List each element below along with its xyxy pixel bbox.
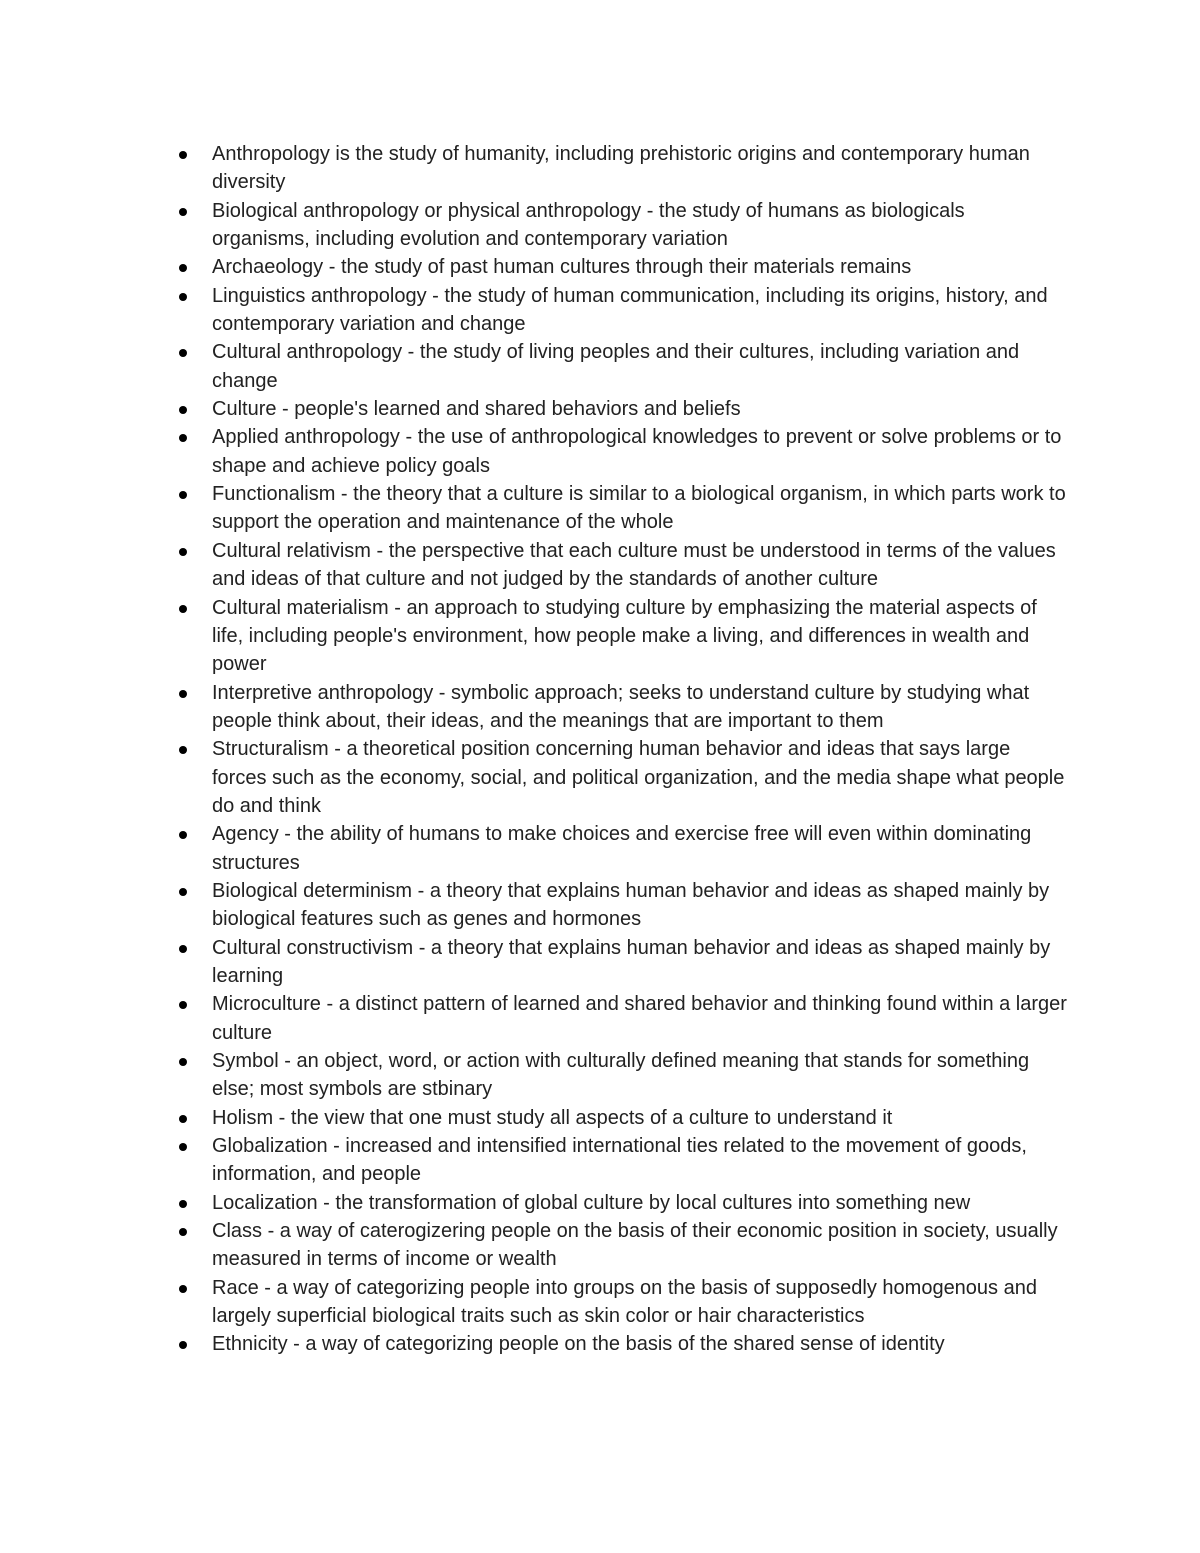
bullet-icon [179, 434, 187, 442]
list-item-text: Interpretive anthropology - symbolic approach; seeks to understand culture by studying what people think about, their ideas, and the meanings that are important to them [212, 681, 1030, 732]
list-item [172, 1047, 1067, 1104]
list-item [172, 1274, 1067, 1331]
bullet-icon [179, 208, 187, 216]
bullet-icon [179, 1200, 187, 1208]
bullet-icon [179, 1058, 187, 1066]
bullet-icon [179, 1228, 187, 1236]
list-item-text: Biological determinism - a theory that explains human behavior and ideas as shaped mainly by biological features such as genes and hormones [212, 879, 1050, 931]
list-item-text: Cultural relativism - the perspective that each culture must be understood in terms of the values and ideas of that culture and not judged by the standards of another culture [212, 539, 1056, 591]
bullet-icon [179, 1143, 187, 1151]
list-item-text: Microculture - a distinct pattern of learned and shared behavior and thinking found within a larger culture [212, 993, 1067, 1044]
bullet-icon [179, 945, 187, 953]
list-item [172, 735, 1067, 820]
bullet-icon [179, 1341, 187, 1349]
list-item [172, 1217, 1067, 1274]
list-item-text: Globalization - increased and intensified international ties related to the movement of goods, information, and people [212, 1135, 1027, 1186]
bullet-icon [179, 1001, 187, 1009]
list-item-text: Linguistics anthropology - the study of human communication, including its origins, history, and contemporary variation and change [212, 284, 1048, 336]
bullet-icon [179, 888, 187, 896]
list-item [172, 1189, 1067, 1217]
list-item [172, 282, 1067, 339]
list-item [172, 1104, 1067, 1132]
list-item [172, 1330, 1067, 1358]
bullet-icon [179, 1285, 187, 1293]
list-item-text: Archaeology - the study of past human cultures through their materials remains [212, 256, 912, 279]
list-item-text: Culture - people's learned and shared behaviors and beliefs [212, 398, 741, 421]
list-item [172, 480, 1067, 537]
list-item-text: Ethnicity - a way of categorizing people on the basis of the shared sense of identity [212, 1333, 945, 1356]
list-item-text: Class - a way of caterogizering people on the basis of their economic position in society, usually measured in terms of income or wealth [212, 1220, 1058, 1271]
list-item-text: Biological anthropology or physical anthropology - the study of humans as biologicals organisms, including evolution and contemporary variation [212, 199, 965, 251]
definition-list [172, 140, 1067, 1359]
list-item-text: Holism - the view that one must study all aspects of a culture to understand it [212, 1106, 893, 1129]
list-item [172, 537, 1067, 594]
list-item-text: Cultural constructivism - a theory that explains human behavior and ideas as shaped mainly by learning [212, 936, 1051, 987]
bullet-icon [179, 406, 187, 414]
list-item [172, 423, 1067, 480]
bullet-icon [179, 1115, 187, 1123]
bullet-icon [179, 605, 187, 613]
bullet-icon [179, 293, 187, 301]
list-item [172, 1132, 1067, 1189]
list-item-text: Localization - the transformation of global culture by local cultures into something new [212, 1191, 971, 1214]
list-item [172, 990, 1067, 1047]
list-item [172, 594, 1067, 679]
bullet-icon [179, 491, 187, 499]
list-item [172, 395, 1067, 423]
list-item-text: Applied anthropology - the use of anthropological knowledges to prevent or solve problems or to shape and achieve policy goals [212, 426, 1062, 477]
list-item-text: Race - a way of categorizing people into groups on the basis of supposedly homogenous and largely superficial biological traits such as skin color or hair characteristics [212, 1276, 1037, 1328]
list-item [172, 679, 1067, 736]
list-item-text: Symbol - an object, word, or action with culturally defined meaning that stands for something else; most symbols are stbinary [212, 1050, 1030, 1101]
list-item-text: Functionalism - the theory that a culture is similar to a biological organism, in which parts work to support the operation and maintenance of the whole [212, 483, 1066, 534]
list-item [172, 820, 1067, 877]
list-item-text: Cultural materialism - an approach to studying culture by emphasizing the material aspects of life, including people's environment, how people make a living, and differences in wealth and power [212, 596, 1037, 676]
bullet-icon [179, 264, 187, 272]
list-item [172, 338, 1067, 395]
bullet-icon [179, 831, 187, 839]
list-item [172, 934, 1067, 991]
list-item-text: Structuralism - a theoretical position concerning human behavior and ideas that says large forces such as the economy, social, and political organization, and the media shape what people do and think [212, 738, 1065, 817]
list-item-text: Agency - the ability of humans to make choices and exercise free will even within dominating structures [212, 823, 1032, 874]
list-item [172, 877, 1067, 934]
list-item [172, 140, 1067, 197]
bullet-icon [179, 548, 187, 556]
list-item [172, 197, 1067, 254]
list-item-text: Cultural anthropology - the study of living peoples and their cultures, including variation and change [212, 341, 1020, 392]
bullet-icon [179, 349, 187, 357]
list-item-text: Anthropology is the study of humanity, including prehistoric origins and contemporary human diversity [212, 143, 1030, 194]
bullet-icon [179, 746, 187, 754]
list-item [172, 253, 1067, 281]
bullet-icon [179, 151, 187, 159]
bullet-icon [179, 690, 187, 698]
